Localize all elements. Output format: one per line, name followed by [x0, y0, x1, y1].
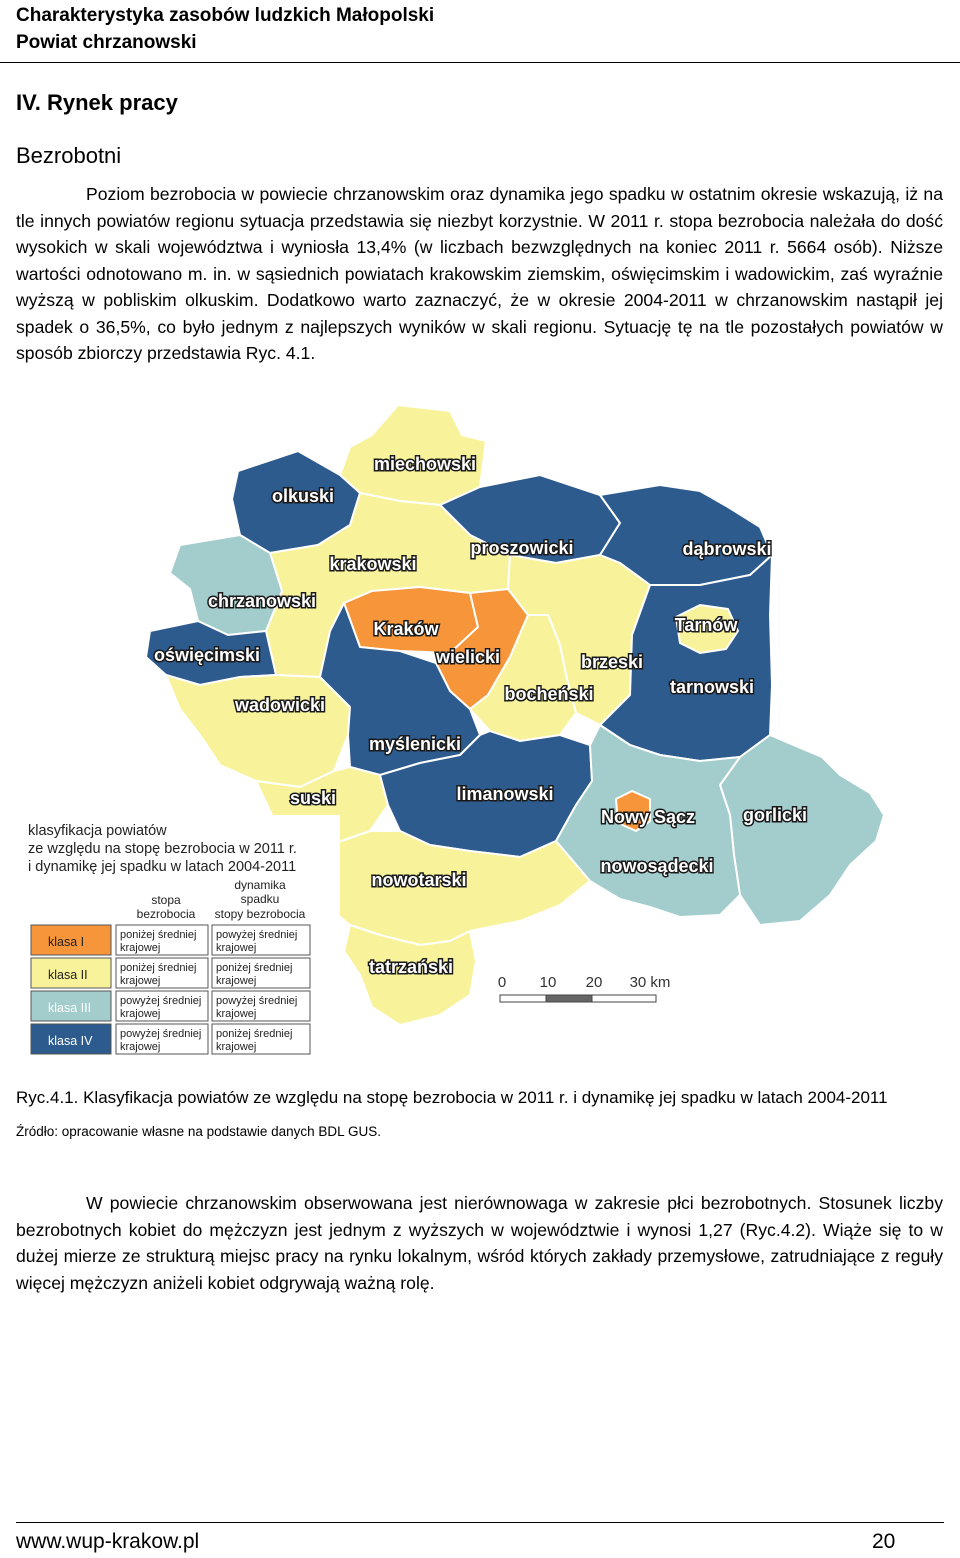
label-nowy-sacz: Nowy Sącz: [600, 807, 696, 827]
legend-label-3: klasa III: [48, 1001, 92, 1015]
legend-row-3-c1-b: krajowej: [120, 1008, 161, 1020]
running-header: [16, 2, 434, 56]
label-dabrowski: dąbrowski: [682, 539, 772, 559]
legend-col1-line2: bezrobocia: [136, 907, 196, 921]
legend-row-2-c1-b: krajowej: [120, 975, 161, 987]
label-wadowicki: wadowicki: [234, 695, 326, 715]
legend-row-2: [31, 958, 310, 988]
legend-title-line2: ze względu na stopę bezrobocia w 2011 r.: [28, 841, 297, 857]
label-limanowski: limanowski: [456, 784, 554, 804]
legend-row-3-c2-b: krajowej: [216, 1008, 257, 1020]
label-chrzanowski: chrzanowski: [207, 591, 317, 611]
legend-row-4-c2-b: krajowej: [216, 1041, 257, 1053]
label-bochenski: bocheński: [504, 684, 594, 704]
legend-row-3: [31, 991, 310, 1021]
header-rule: [0, 62, 960, 63]
legend-row-1-c2-a: powyżej średniej: [216, 929, 298, 941]
label-krakowski: krakowski: [329, 554, 417, 574]
header-title: Charakterystyka zasobów ludzkich Małopolski: [16, 5, 435, 26]
paragraph-2: [16, 1190, 943, 1296]
scale-tick-0: 0: [497, 974, 507, 991]
legend-col1-line1: stopa: [151, 893, 181, 907]
legend-col2-line1: dynamika: [234, 878, 286, 892]
label-nowosadecki: nowosądecki: [600, 856, 714, 876]
section-heading: Bezrobotni: [16, 143, 122, 168]
unemployment-map: [0, 395, 960, 1065]
legend-title-line3: i dynamikę jej spadku w latach 2004-2011: [28, 859, 297, 875]
footer-rule: [16, 1522, 944, 1523]
legend-row-4: [31, 1024, 310, 1054]
legend-row-4-c2-a: poniżej średniej: [216, 1028, 293, 1040]
legend-row-1: [31, 925, 310, 955]
label-miechowski: miechowski: [373, 454, 477, 474]
paragraph-1-text: Poziom bezrobocia w powiecie chrzanowskim oraz dynamika jego spadku w ostatnim okresie wskazują, iż na tle innych powiatów regionu sytuacja przedstawia się niezbyt korzystnie. W 2011 r. stopa bezrobocia należała do dość wysokich w skali województwa i wyniosła 13,4% (w liczbach bezwzględnych na koniec 2011 r. 5664 osób). Niższe wartości odnotowano m. in. w sąsiednich powiatach krakowskim ziemskim, oświęcimskim i wadowickim, zaś wyraźnie wyższą w pobliskim olkuskim. Dodatkowo warto zaznaczyć, że w okresie 2004-2011 w chrzanowskim nastąpił jej spadek o 36,5%, co było jednym z najlepszych wyników w skali regionu. Sytuację tę na tle pozostałych powiatów w sposób zbiorczy przedstawia Ryc. 4.1.: [16, 184, 943, 363]
legend-row-3-c2-a: powyżej średniej: [216, 995, 298, 1007]
label-tatrzanski: tatrzański: [368, 957, 454, 977]
region-gorlicki: [720, 735, 884, 925]
scale-bar-segment-1: [500, 995, 546, 1002]
label-brzeski: brzeski: [580, 652, 644, 672]
label-proszowicki: proszowicki: [470, 538, 574, 558]
label-tarnowski: tarnowski: [669, 677, 755, 697]
page-number: 20: [872, 1530, 896, 1553]
label-tarnow: Tarnów: [674, 615, 738, 635]
scale-tick-20: 20: [585, 974, 603, 991]
paragraph-1: [16, 181, 943, 367]
legend-row-1-c2-b: krajowej: [216, 942, 257, 954]
figure-source: Źródło: opracowanie własne na podstawie danych BDL GUS.: [16, 1124, 381, 1139]
map-legend: [24, 815, 340, 1057]
legend-row-4-c1-a: powyżej średniej: [120, 1028, 202, 1040]
legend-label-4: klasa IV: [48, 1034, 93, 1048]
scale-bar: [498, 974, 671, 1002]
label-oswiecimski: oświęcimski: [153, 645, 261, 665]
region-chrzanowski: [170, 535, 282, 635]
footer-url: www.wup-krakow.pl: [16, 1530, 200, 1553]
scale-bar-segment-2: [546, 995, 592, 1002]
legend-label-1: klasa I: [48, 935, 85, 949]
legend-row-2-c2-b: krajowej: [216, 975, 257, 987]
legend-row-1-c1-a: poniżej średniej: [120, 929, 197, 941]
paragraph-2-text: W powiecie chrzanowskim obserwowana jest nierównowaga w zakresie płci bezrobotnych. Stosunek liczby bezrobotnych kobiet do mężczyzn jest jednym z wyższych w województwie i wynosi 1,27 (Ryc.4.2). Wiąże się to w dużej mierze ze strukturą miejsc pracy na rynku lokalnym, wśród których zakłady przemysłowe, zatrudniające z reguły więcej mężczyzn aniżeli kobiet odgrywają ważną rolę.: [16, 1193, 943, 1293]
label-nowotarski: nowotarski: [371, 870, 467, 890]
legend-col2-line3: stopy bezrobocia: [214, 907, 306, 921]
legend-row-1-c1-b: krajowej: [120, 942, 161, 954]
legend-label-2: klasa II: [48, 968, 88, 982]
scale-tick-10: 10: [539, 974, 557, 991]
label-suski: suski: [289, 788, 337, 808]
header-subtitle: Powiat chrzanowski: [16, 32, 197, 53]
region-wadowicki: [166, 675, 350, 787]
scale-tick-30: 30 km: [629, 974, 671, 991]
legend-row-4-c1-b: krajowej: [120, 1041, 161, 1053]
legend-col2-line2: spadku: [240, 892, 280, 906]
figure-caption: Ryc.4.1. Klasyfikacja powiatów ze względu na stopę bezrobocia w 2011 r. i dynamikę jej spadku w latach 2004-2011: [16, 1088, 888, 1107]
label-krakow: Kraków: [373, 619, 439, 639]
legend-row-2-c1-a: poniżej średniej: [120, 962, 197, 974]
legend-row-2-c2-a: poniżej średniej: [216, 962, 293, 974]
label-gorlicki: gorlicki: [742, 805, 808, 825]
legend-row-3-c1-a: powyżej średniej: [120, 995, 202, 1007]
scale-bar-segment-3: [592, 995, 656, 1002]
legend-title-line1: klasyfikacja powiatów: [28, 823, 167, 839]
label-olkuski: olkuski: [271, 486, 335, 506]
label-myslenicki: myślenicki: [368, 734, 462, 754]
chapter-heading: IV. Rynek pracy: [16, 90, 178, 115]
label-wielicki: wielicki: [435, 647, 501, 667]
